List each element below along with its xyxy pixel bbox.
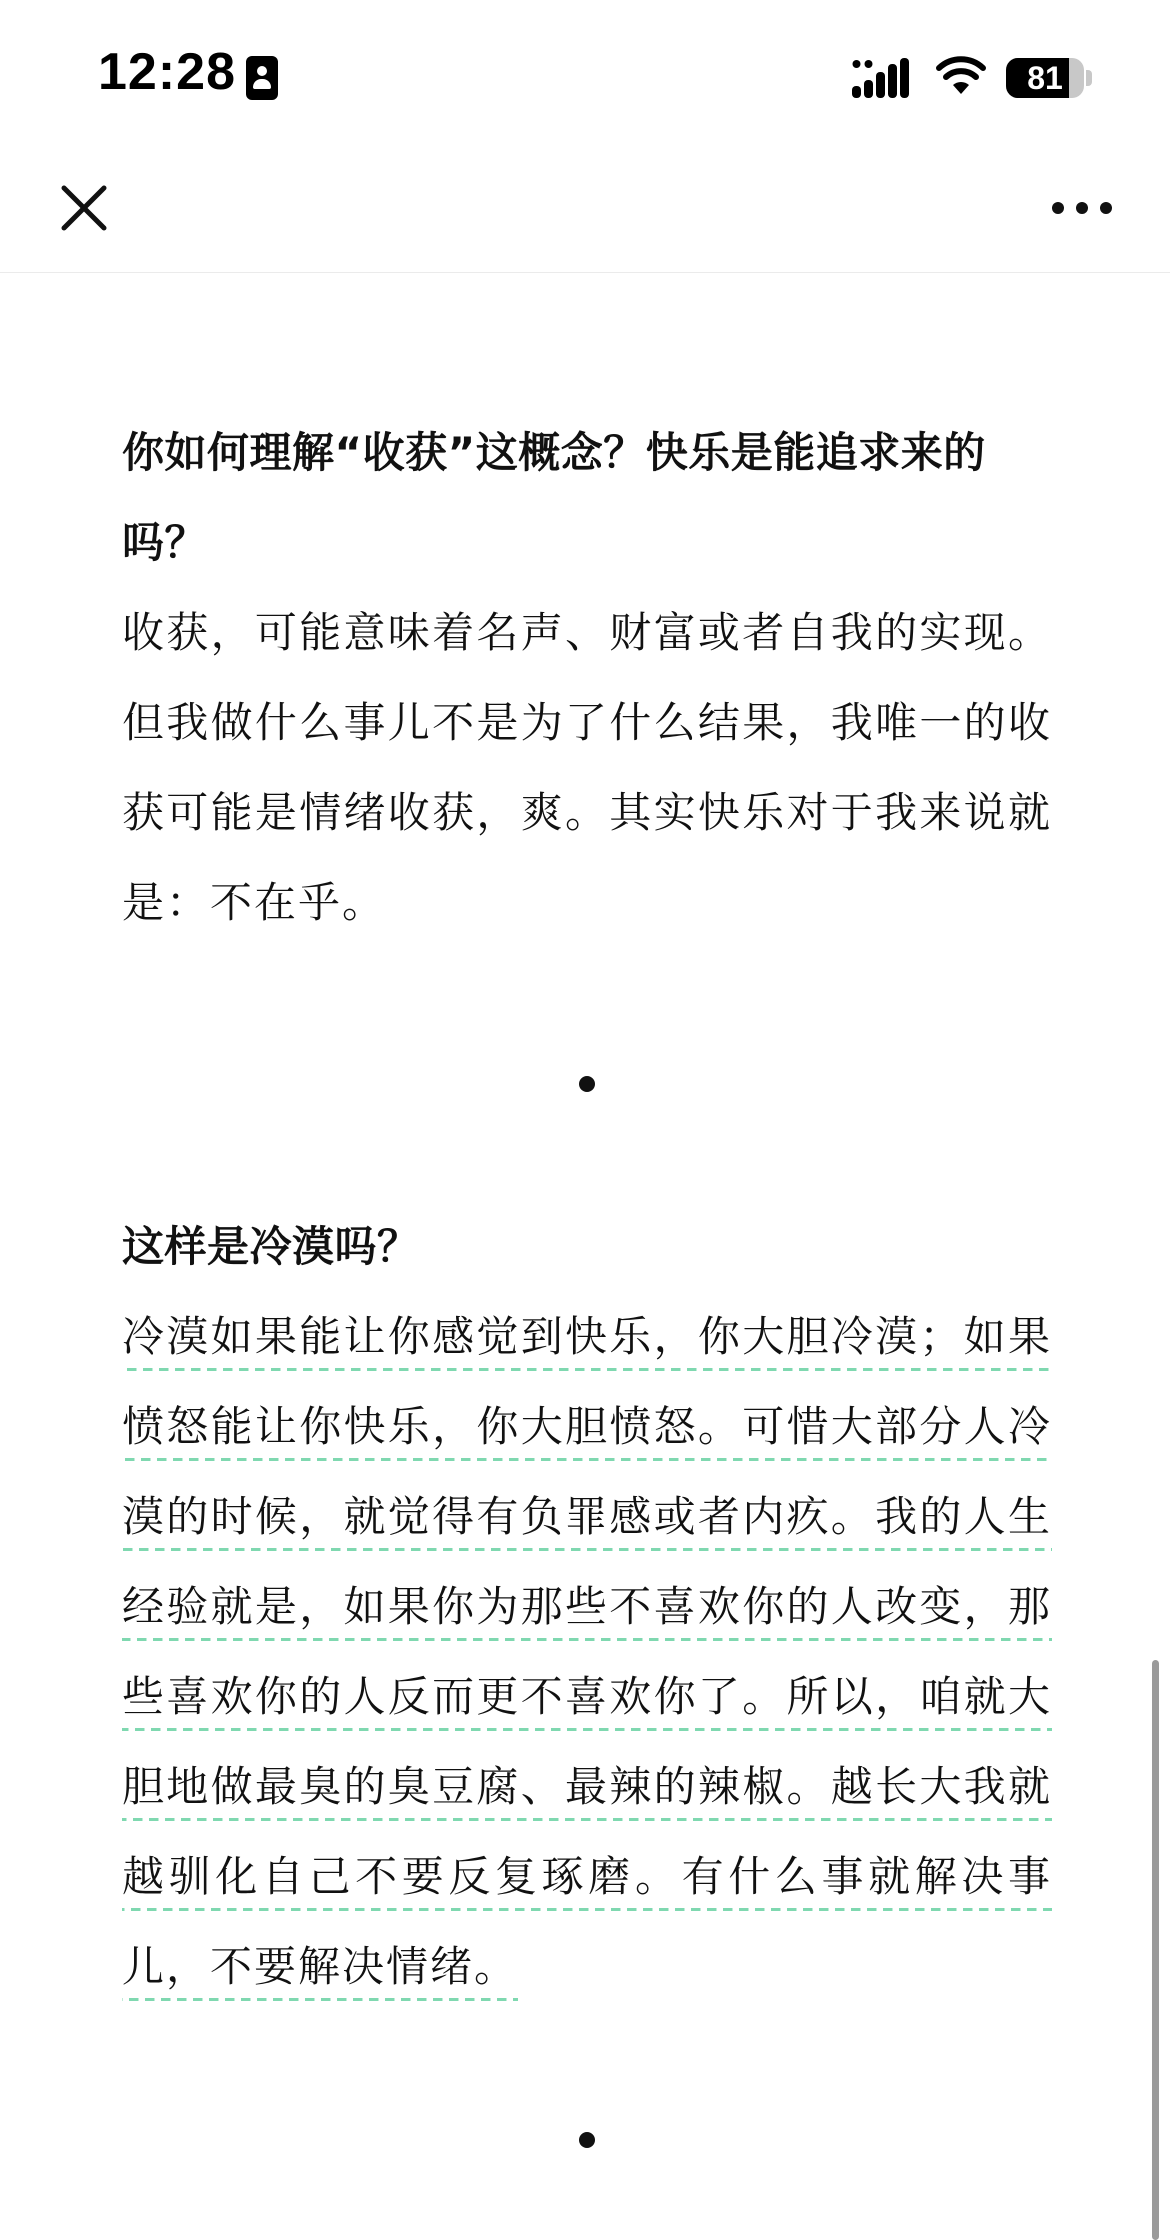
contact-card-icon (246, 56, 278, 100)
status-time: 12:28 (98, 43, 236, 101)
section-divider-dot (579, 1076, 595, 1092)
section-divider-dot (579, 2132, 595, 2148)
wifi-icon (936, 56, 986, 96)
section-heading: 你如何理解“收获”这概念？快乐是能追求来的吗？ (122, 428, 986, 567)
scrollbar[interactable] (1152, 1660, 1159, 2240)
highlighted-text[interactable]: 冷漠如果能让你感觉到快乐，你大胆冷漠；如果愤怒能让你快乐，你大胆愤怒。可惜大部分人冷漠的时候，就觉得有负罪感或者内疚。我的人生经验就是，如果你为那些不喜欢你的人改变，那些喜欢你的人反而更不喜欢你了。所以，咱就大胆地做最臭的臭豆腐、最辣的辣椒。越长大我就越驯化自己不要反复琢磨。有什么事就解决事儿，不要解决情绪。 (122, 1312, 1052, 2001)
battery-icon (1006, 56, 1092, 100)
cellular-signal-icon (852, 56, 914, 100)
nav-bar (0, 150, 1170, 273)
section-paragraph: 收获，可能意味着名声、财富或者自我的实现。但我做什么事儿不是为了什么结果，我唯一的收获可能是情绪收获，爽。其实快乐对于我来说就是：不在乎。 (122, 608, 1052, 927)
more-options-icon[interactable] (1050, 200, 1114, 216)
article-content (122, 408, 1052, 2148)
close-icon[interactable] (56, 180, 112, 236)
status-bar (0, 0, 1170, 150)
highlighted-paragraph[interactable] (122, 1292, 1052, 2012)
battery-level: 81 (1027, 60, 1063, 96)
section-heading: 这样是冷漠吗？ (122, 1222, 420, 1271)
